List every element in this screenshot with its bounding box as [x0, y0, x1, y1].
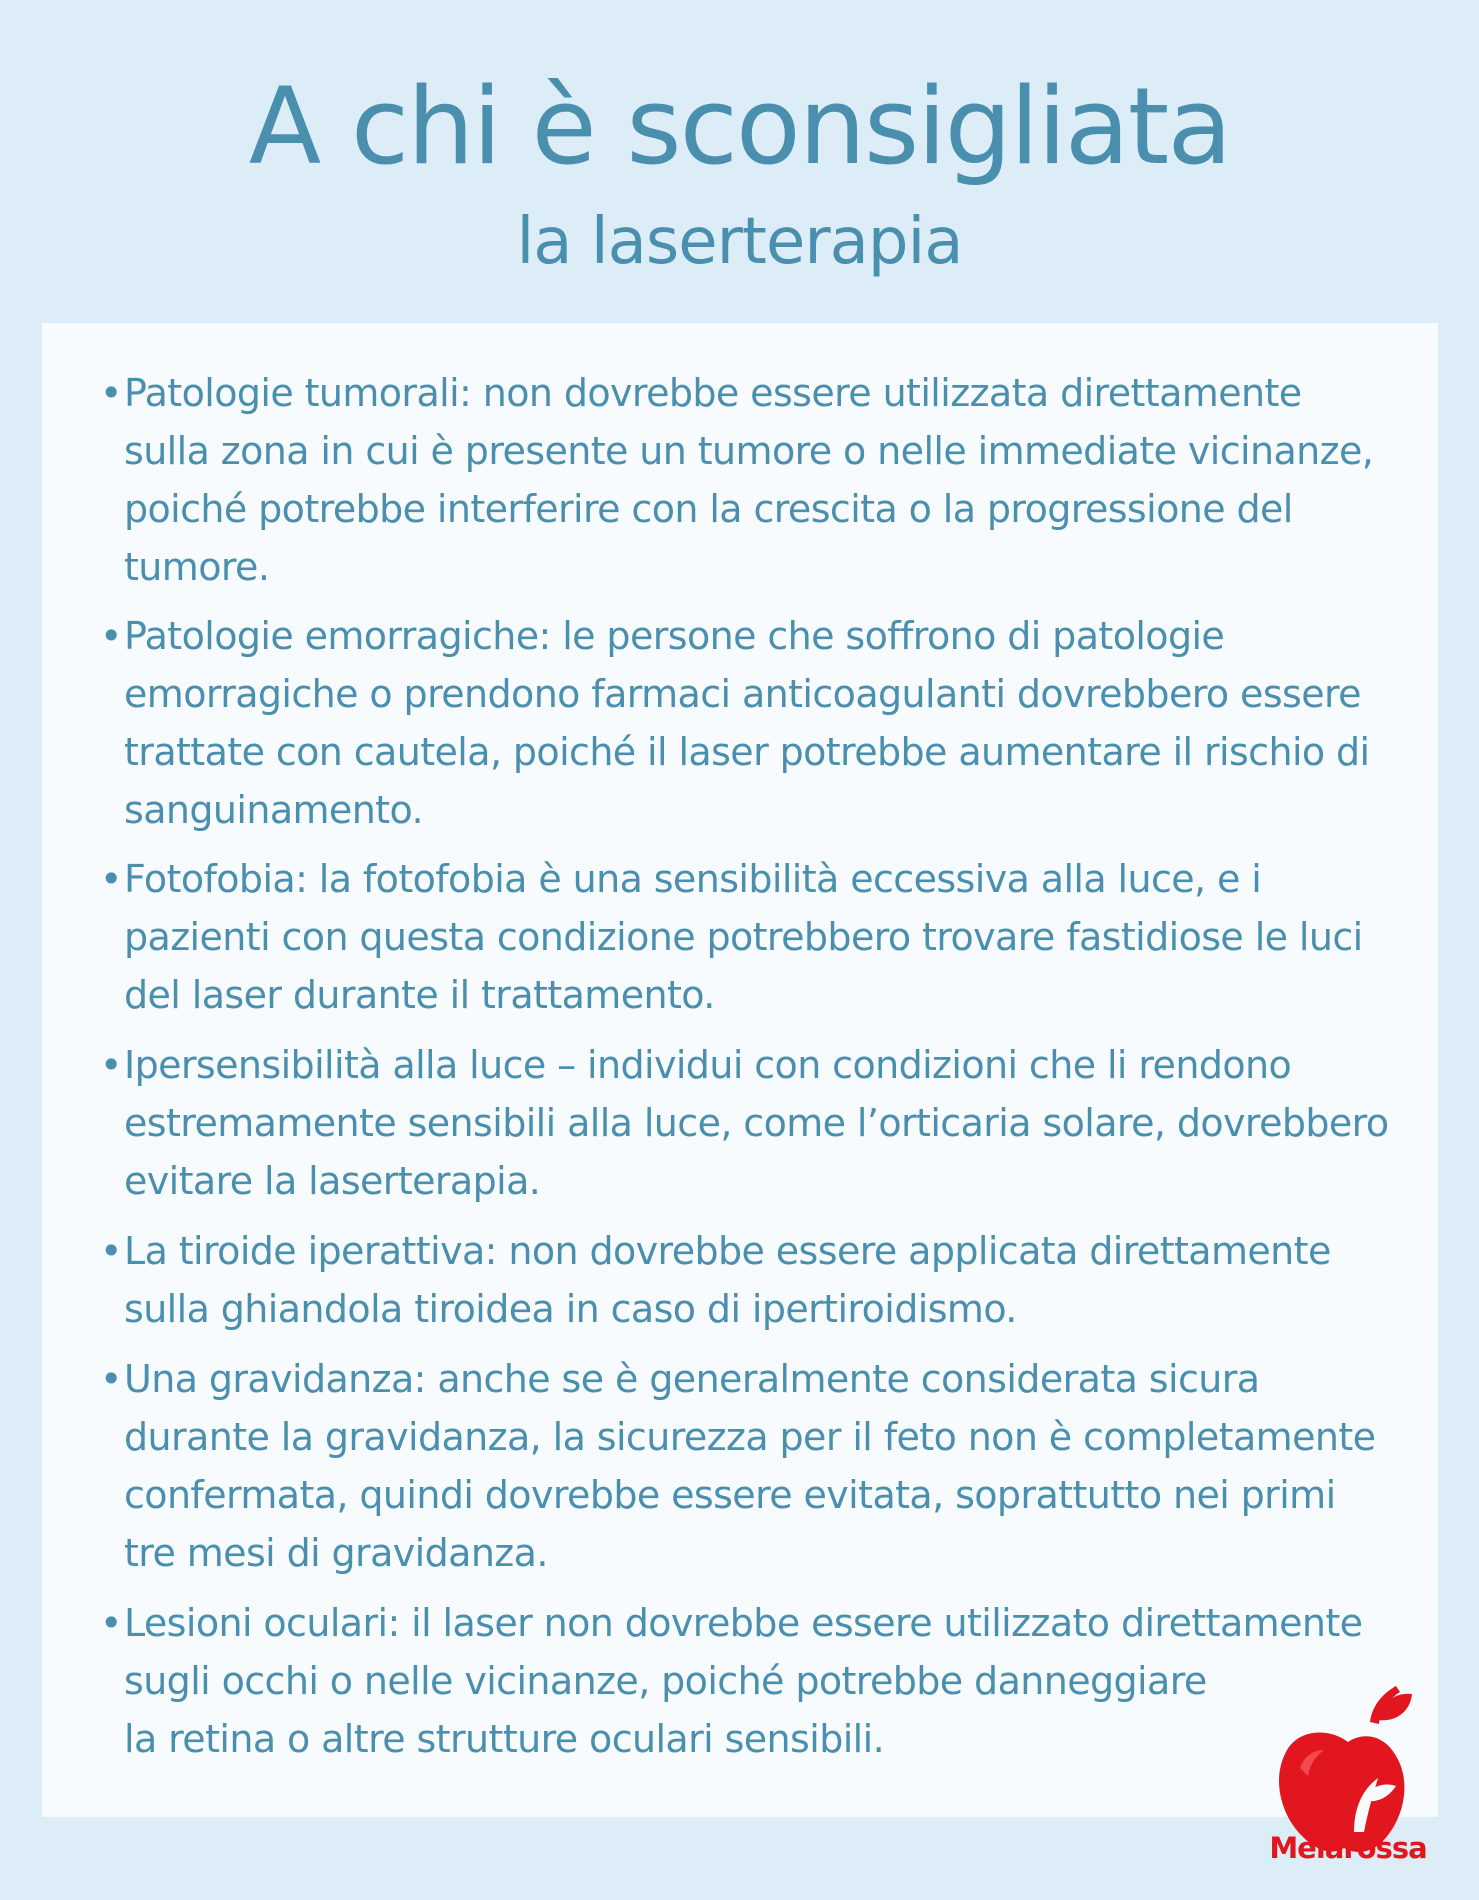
- text-line: Patologie emorragiche: le persone che soffrono di patologie: [124, 614, 1225, 658]
- bullet: •: [100, 1043, 122, 1087]
- text-line: pazienti con questa condizione potrebbero trovare fastidiose le luci: [124, 915, 1363, 959]
- text-line: emorragiche o prendono farmaci anticoagulanti dovrebbero essere: [124, 672, 1361, 716]
- text-line: sulla zona in cui è presente un tumore o nelle immediate vicinanze,: [124, 429, 1374, 473]
- list-item-text: [124, 1350, 1420, 1582]
- list-item-text: [124, 607, 1420, 839]
- text-line: Ipersensibilità alla luce – individui con condizioni che li rendono: [124, 1043, 1292, 1087]
- text-line: sulla ghiandola tiroidea in caso di ipertiroidismo.: [124, 1287, 1017, 1331]
- header: [0, 0, 1479, 320]
- page-subtitle: la laserterapia: [516, 205, 963, 279]
- list-item-text: [124, 1036, 1420, 1210]
- text-line: la retina o altre strutture oculari sensibili.: [124, 1717, 885, 1761]
- text-line: trattate con cautela, poiché il laser potrebbe aumentare il rischio di: [124, 730, 1370, 774]
- text-line: del laser durante il trattamento.: [124, 973, 715, 1017]
- text-line: Fotofobia: la fotofobia è una sensibilità eccessiva alla luce, e i: [124, 857, 1262, 901]
- list-item-text: [124, 1594, 1420, 1768]
- text-line: sugli occhi o nelle vicinanze, poiché potrebbe danneggiare: [124, 1659, 1207, 1703]
- text-line: confermata, quindi dovrebbe essere evitata, soprattutto nei primi: [124, 1473, 1336, 1517]
- list-item-text: [124, 850, 1420, 1024]
- bullet: •: [100, 1357, 122, 1401]
- list-item-text: [124, 1222, 1420, 1338]
- bullet: •: [100, 1229, 122, 1273]
- text-line: La tiroide iperattiva: non dovrebbe essere applicata direttamente: [124, 1229, 1331, 1273]
- text-line: tre mesi di gravidanza.: [124, 1531, 548, 1575]
- bullet: •: [100, 857, 122, 901]
- brand-logo-text: Melarossa: [1269, 1831, 1427, 1865]
- text-line: tumore.: [124, 545, 270, 589]
- text-line: evitare la laserterapia.: [124, 1159, 541, 1203]
- list-item-text: [124, 364, 1420, 596]
- bullet: •: [100, 1601, 122, 1645]
- text-line: Lesioni oculari: il laser non dovrebbe essere utilizzato direttamente: [124, 1601, 1363, 1645]
- bullet: •: [100, 371, 122, 415]
- content-card: [42, 323, 1438, 1817]
- page-title: A chi è sconsigliata: [248, 65, 1231, 188]
- text-line: durante la gravidanza, la sicurezza per il feto non è completamente: [124, 1415, 1376, 1459]
- text-line: estremamente sensibili alla luce, come l’orticaria solare, dovrebbero: [124, 1101, 1389, 1145]
- text-line: sanguinamento.: [124, 788, 423, 832]
- text-line: Una gravidanza: anche se è generalmente considerata sicura: [124, 1357, 1260, 1401]
- text-line: poiché potrebbe interferire con la crescita o la progressione del: [124, 487, 1293, 531]
- bullet: •: [100, 614, 122, 658]
- text-line: Patologie tumorali: non dovrebbe essere utilizzata direttamente: [124, 371, 1302, 415]
